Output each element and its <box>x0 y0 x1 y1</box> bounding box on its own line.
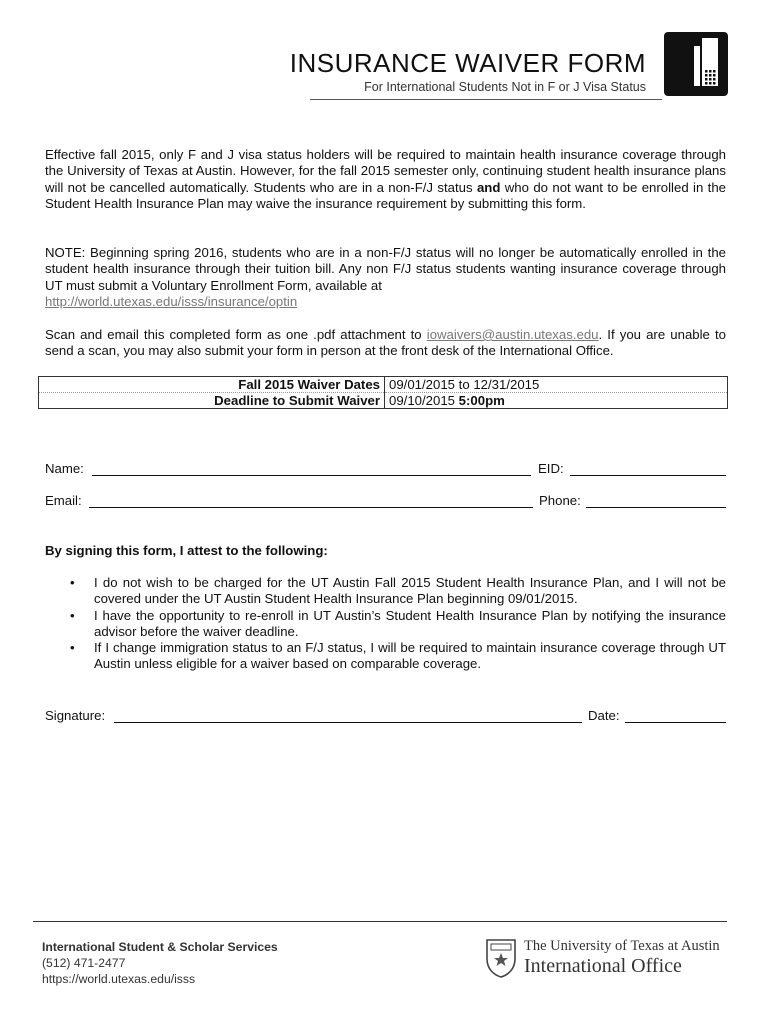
phone-label: Phone: <box>539 493 581 508</box>
scan-paragraph: Scan and email this completed form as one .pdf attachment to iowaivers@austin.utexas.edu. If you are unable to send a scan, you may also submit your form in person at the front desk of the International Office. <box>45 327 726 359</box>
attest-heading: By signing this form, I attest to the following: <box>45 543 328 558</box>
date-field[interactable] <box>625 721 726 723</box>
univ-wordmark <box>524 938 728 977</box>
intro-paragraph: Effective fall 2015, only F and J visa status holders will be required to maintain health insurance coverage through the University of Texas at Austin. However, for the fall 2015 semester only, continuing student health insurance plans will not be cancelled automatically. Students who are in a non-F/J status and who do not want to be enrolled in the Student Health Insurance Plan may waive the insurance requirement by submitting this form. <box>45 147 726 211</box>
univ-name: The University of Texas at Austin <box>524 938 720 954</box>
form-title: INSURANCE WAIVER FORM <box>289 48 646 78</box>
name-field[interactable] <box>92 474 531 476</box>
note-paragraph: NOTE: Beginning spring 2016, students who are in a non-F/J status will no longer be automatically enrolled in the student health insurance through their tuition bill. Any non F/J status students wanting insurance coverage through UT must submit a Voluntary Enrollment Form, available at http://world.utexas.edu/isss/insurance/optin <box>45 245 726 309</box>
name-label: Name: <box>45 461 84 476</box>
ut-seal-icon <box>484 937 518 979</box>
deadline-label: Deadline to Submit Waiver <box>39 393 385 409</box>
footer-contact <box>42 939 278 987</box>
list-item: • I do not wish to be charged for the UT Austin Fall 2015 Student Health Insurance Plan, and I will not be covered under the UT Austin Student Health Insurance Plan beginning 09/01/2015. <box>64 575 726 608</box>
building-logo-icon <box>664 32 728 96</box>
footer-divider <box>33 921 727 922</box>
dates-value: 09/01/2015 to 12/31/2015 <box>389 377 540 392</box>
table-row <box>39 393 728 409</box>
footer-org: International Student & Scholar Services <box>42 940 278 954</box>
eid-field[interactable] <box>570 474 726 476</box>
phone-field[interactable] <box>586 506 726 508</box>
signature-field[interactable] <box>114 721 582 723</box>
attest-list <box>64 575 726 673</box>
form-subtitle: For International Students Not in F or J Visa Status <box>364 80 646 94</box>
list-item: • If I change immigration status to an F/J status, I will be required to maintain insurance coverage through UT Austin unless eligible for a waiver based on comparable coverage. <box>64 640 726 673</box>
email-link[interactable]: iowaivers@austin.utexas.edu <box>426 327 599 342</box>
header-divider <box>310 99 662 100</box>
dates-label: Fall 2015 Waiver Dates <box>39 377 385 393</box>
list-item: • I have the opportunity to re-enroll in UT Austin’s Student Health Insurance Plan by notifying the insurance advisor before the waiver deadline. <box>64 608 726 641</box>
footer-url: https://world.utexas.edu/isss <box>42 972 196 986</box>
optin-link[interactable]: http://world.utexas.edu/isss/insurance/optin <box>45 293 298 309</box>
deadline-value: 09/10/2015 5:00pm <box>385 393 728 409</box>
table-row <box>39 377 728 393</box>
footer-phone: (512) 471-2477 <box>42 956 126 970</box>
office-name: International Office <box>524 955 682 977</box>
email-field[interactable] <box>89 506 533 508</box>
signature-label: Signature: <box>45 708 106 723</box>
waiver-dates-table <box>38 376 728 409</box>
email-label: Email: <box>45 493 82 508</box>
eid-label: EID: <box>538 461 564 476</box>
date-label: Date: <box>588 708 620 723</box>
